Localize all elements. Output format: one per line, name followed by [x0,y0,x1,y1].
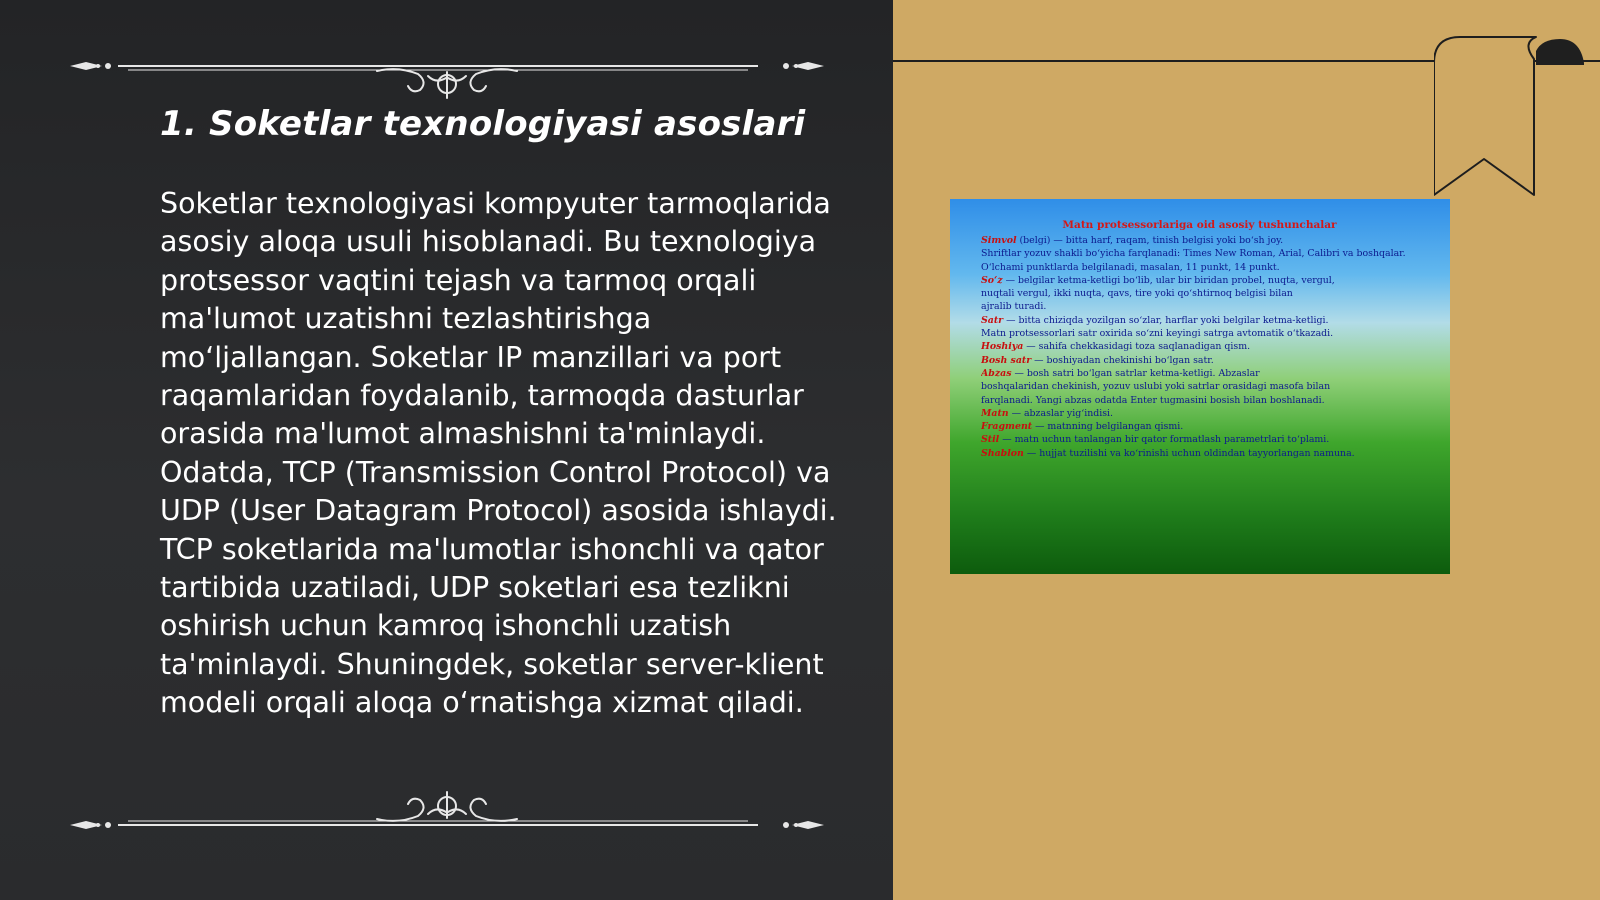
slide-title: 1. Soketlar texnologiyasi asoslari [160,104,806,144]
textbook-line-text: — bitta chiziqda yozilgan so‘zlar, harflar yoki belgilar ketma-ketligi. [1003,314,1329,326]
textbook-line [981,420,1418,433]
textbook-term: Hoshiya [981,341,1024,353]
textbook-line [981,340,1418,353]
textbook-title: Matn protsessorlariga oid asosiy tushunchalar [1062,219,1337,231]
textbook-term: Stil [981,434,1000,446]
textbook-term: Simvol [981,235,1017,246]
textbook-line-text: — sahifa chekkasidagi toza saqlanadigan qism. [1023,341,1251,353]
textbook-line [981,394,1418,407]
textbook-line-text: Matn protsessorlari satr oxirida so‘zni keyingi satrga avtomatik o‘tkazadi. [981,328,1334,340]
textbook-line-text: Shriftlar yozuv shakli bo‘yicha farqlanadi: Times New Roman, Arial, Calibri va boshqalar. [981,248,1406,260]
textbook-line [981,367,1418,380]
textbook-line [981,433,1418,446]
textbook-term: Matn [981,407,1009,419]
textbook-page-image [950,199,1450,574]
textbook-line-text: — boshiyadan chekinishi bo‘lgan satr. [1031,354,1214,366]
textbook-line [981,274,1418,287]
textbook-term: Bosh satr [981,354,1032,366]
textbook-line [981,380,1418,393]
textbook-line [981,407,1418,420]
top-ornament-divider [68,40,826,100]
textbook-line-text: nuqtali vergul, ikki nuqta, qavs, tire yoki qo‘shtirnoq belgisi bilan [981,288,1293,300]
textbook-line-text: — matn uchun tanlangan bir qator formatlash parametrlari to‘plami. [999,434,1330,446]
bottom-ornament-divider [68,770,826,830]
textbook-line-text: boshqalaridan chekinish, yozuv uslubi yoki satrlar orasidagi masofa bilan [981,381,1331,393]
textbook-line-text: ajralib turadi. [981,301,1047,313]
textbook-line-text: (belgi) — bitta harf, raqam, tinish belgisi yoki bo‘sh joy. [1016,235,1284,246]
textbook-line [981,234,1418,247]
textbook-line [981,247,1418,260]
bookmark-icon [1434,35,1584,200]
textbook-line [981,354,1418,367]
textbook-line [981,261,1418,274]
textbook-lines [981,234,1418,460]
textbook-line [981,287,1418,300]
textbook-term: Abzas [981,367,1012,379]
textbook-term: Satr [981,314,1004,326]
textbook-line-text: farqlanadi. Yangi abzas odatda Enter tugmasini bosish bilan boshlanadi. [981,394,1325,406]
textbook-line [981,327,1418,340]
textbook-line-text: — belgilar ketma-ketligi bo‘lib, ular bir biridan probel, nuqta, vergul, [1002,274,1335,286]
textbook-line [981,447,1418,460]
textbook-line-text: — bosh satri bo‘lgan satrlar ketma-ketligi. Abzaslar [1011,367,1260,379]
textbook-line-text: — hujjat tuzilishi va ko‘rinishi uchun oldindan tayyorlangan namuna. [1023,447,1355,459]
slide-body-text: Soketlar texnologiyasi kompyuter tarmoqlarida asosiy aloqa usuli hisoblanadi. Bu texnologiya protsessor vaqtini tejash va tarmoq orqali ma'lumot uzatishni tezlashtirishga mo‘ljallangan. Soketlar IP manzillari va port raqamlaridan foydalanib, tarmoqda dasturlar orasida ma'lumot almashishni ta'minlaydi. Odatda, TCP (Transmission Control Protocol) va UDP (User Datagram Protocol) asosida ishlaydi. TCP soketlarida ma'lumotlar ishonchli va qator tartibida uzatiladi, UDP soketlari esa tezlikni oshirish uchun kamroq ishonchli uzatish ta'minlaydi. Shuningdek, soketlar server-klient modeli orqali aloqa o‘rnatishga xizmat qiladi. [160,187,837,720]
textbook-line [981,314,1418,327]
textbook-line-text: — abzaslar yig‘indisi. [1008,407,1114,419]
textbook-term: Fragment [981,421,1033,433]
textbook-line [981,300,1418,313]
textbook-term: Shablon [981,447,1024,459]
textbook-term: So‘z [981,274,1003,286]
textbook-line-text: O‘lchami punktlarda belgilanadi, masalan, 11 punkt, 14 punkt. [981,261,1280,273]
textbook-line-text: — matnning belgilangan qismi. [1032,421,1184,433]
